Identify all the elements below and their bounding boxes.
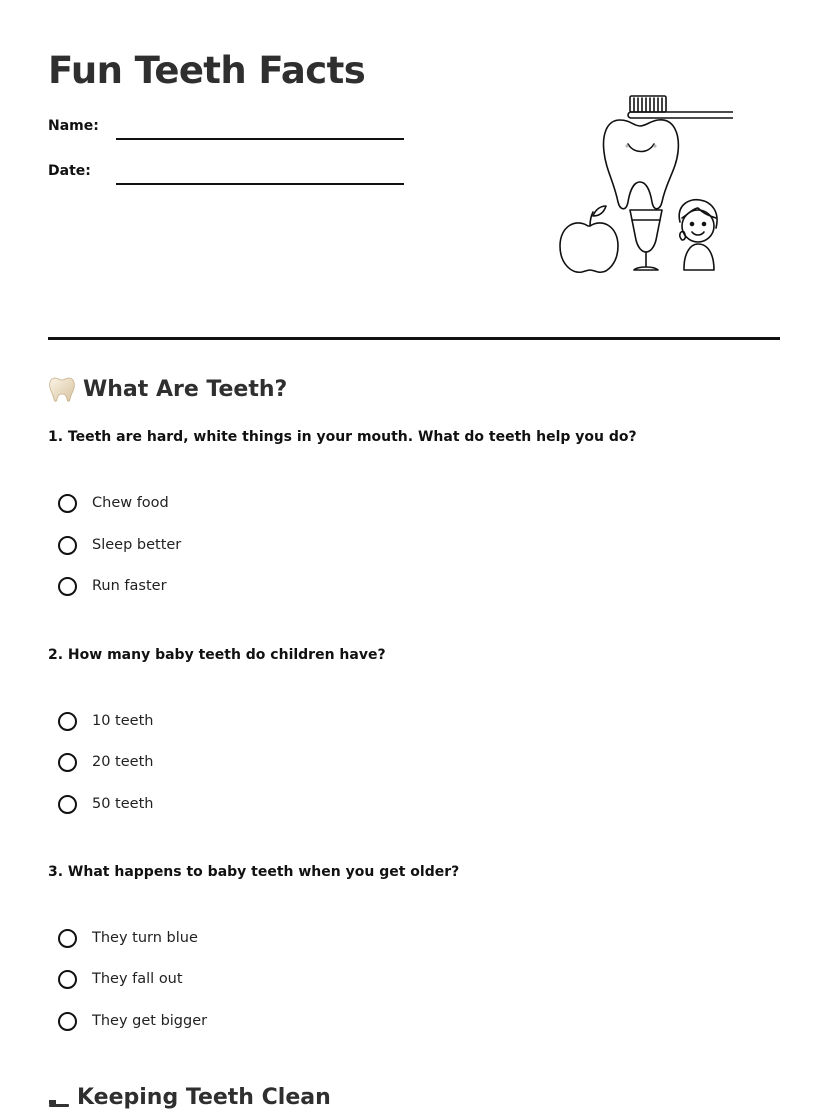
- radio-button[interactable]: [58, 929, 77, 948]
- date-field-row: [48, 163, 408, 187]
- question-1-option-3[interactable]: [58, 574, 167, 598]
- section-heading-what-are-teeth: [48, 374, 287, 404]
- question-1: 1. Teeth are hard, white things in your mouth. What do teeth help you do?: [48, 429, 637, 445]
- option-label: 50 teeth: [92, 796, 154, 812]
- date-field[interactable]: [116, 183, 404, 185]
- question-3-option-1[interactable]: [58, 926, 198, 950]
- section-divider: [48, 337, 780, 340]
- question-1-option-1[interactable]: [58, 491, 169, 515]
- glass-drawing: [630, 210, 662, 270]
- option-label: Run faster: [92, 578, 167, 594]
- option-label: 10 teeth: [92, 713, 154, 729]
- name-label: Name:: [48, 118, 99, 134]
- toothbrush-drawing: [628, 96, 733, 118]
- question-2-option-2[interactable]: [58, 750, 153, 774]
- radio-button[interactable]: [58, 494, 77, 513]
- radio-button[interactable]: [58, 712, 77, 731]
- page-title: Fun Teeth Facts: [48, 49, 366, 92]
- worksheet-page: [48, 0, 780, 1118]
- question-1-option-2[interactable]: [58, 533, 181, 557]
- name-field[interactable]: [116, 138, 404, 140]
- question-2: 2. How many baby teeth do children have?: [48, 647, 386, 663]
- section-heading-label: What Are Teeth?: [83, 376, 288, 402]
- option-label: 20 teeth: [92, 754, 154, 770]
- question-3-option-2[interactable]: [58, 967, 183, 991]
- option-label: They get bigger: [92, 1013, 208, 1029]
- tooth-icon: [48, 375, 76, 403]
- option-label: Sleep better: [92, 537, 182, 553]
- section-heading-label: Keeping Teeth Clean: [77, 1084, 331, 1110]
- question-3-option-3[interactable]: [58, 1009, 207, 1033]
- option-label: They turn blue: [92, 930, 198, 946]
- radio-button[interactable]: [58, 536, 77, 555]
- question-3: 3. What happens to baby teeth when you get older?: [48, 864, 460, 880]
- radio-button[interactable]: [58, 1012, 77, 1031]
- apple-drawing: [560, 206, 618, 272]
- option-label: Chew food: [92, 495, 169, 511]
- section-heading-keeping-teeth-clean: [48, 1082, 331, 1112]
- radio-button[interactable]: [58, 753, 77, 772]
- question-2-option-3[interactable]: [58, 792, 153, 816]
- name-field-row: [48, 118, 408, 142]
- tooth-drawing: [604, 120, 679, 209]
- date-label: Date:: [48, 163, 91, 179]
- radio-button[interactable]: [58, 970, 77, 989]
- teeth-illustration: [558, 90, 733, 280]
- boy-drawing: [679, 200, 717, 270]
- radio-button[interactable]: [58, 577, 77, 596]
- question-2-option-1[interactable]: [58, 709, 153, 733]
- radio-button[interactable]: [58, 795, 77, 814]
- toothbrush-icon: [48, 1085, 70, 1109]
- option-label: They fall out: [92, 971, 183, 987]
